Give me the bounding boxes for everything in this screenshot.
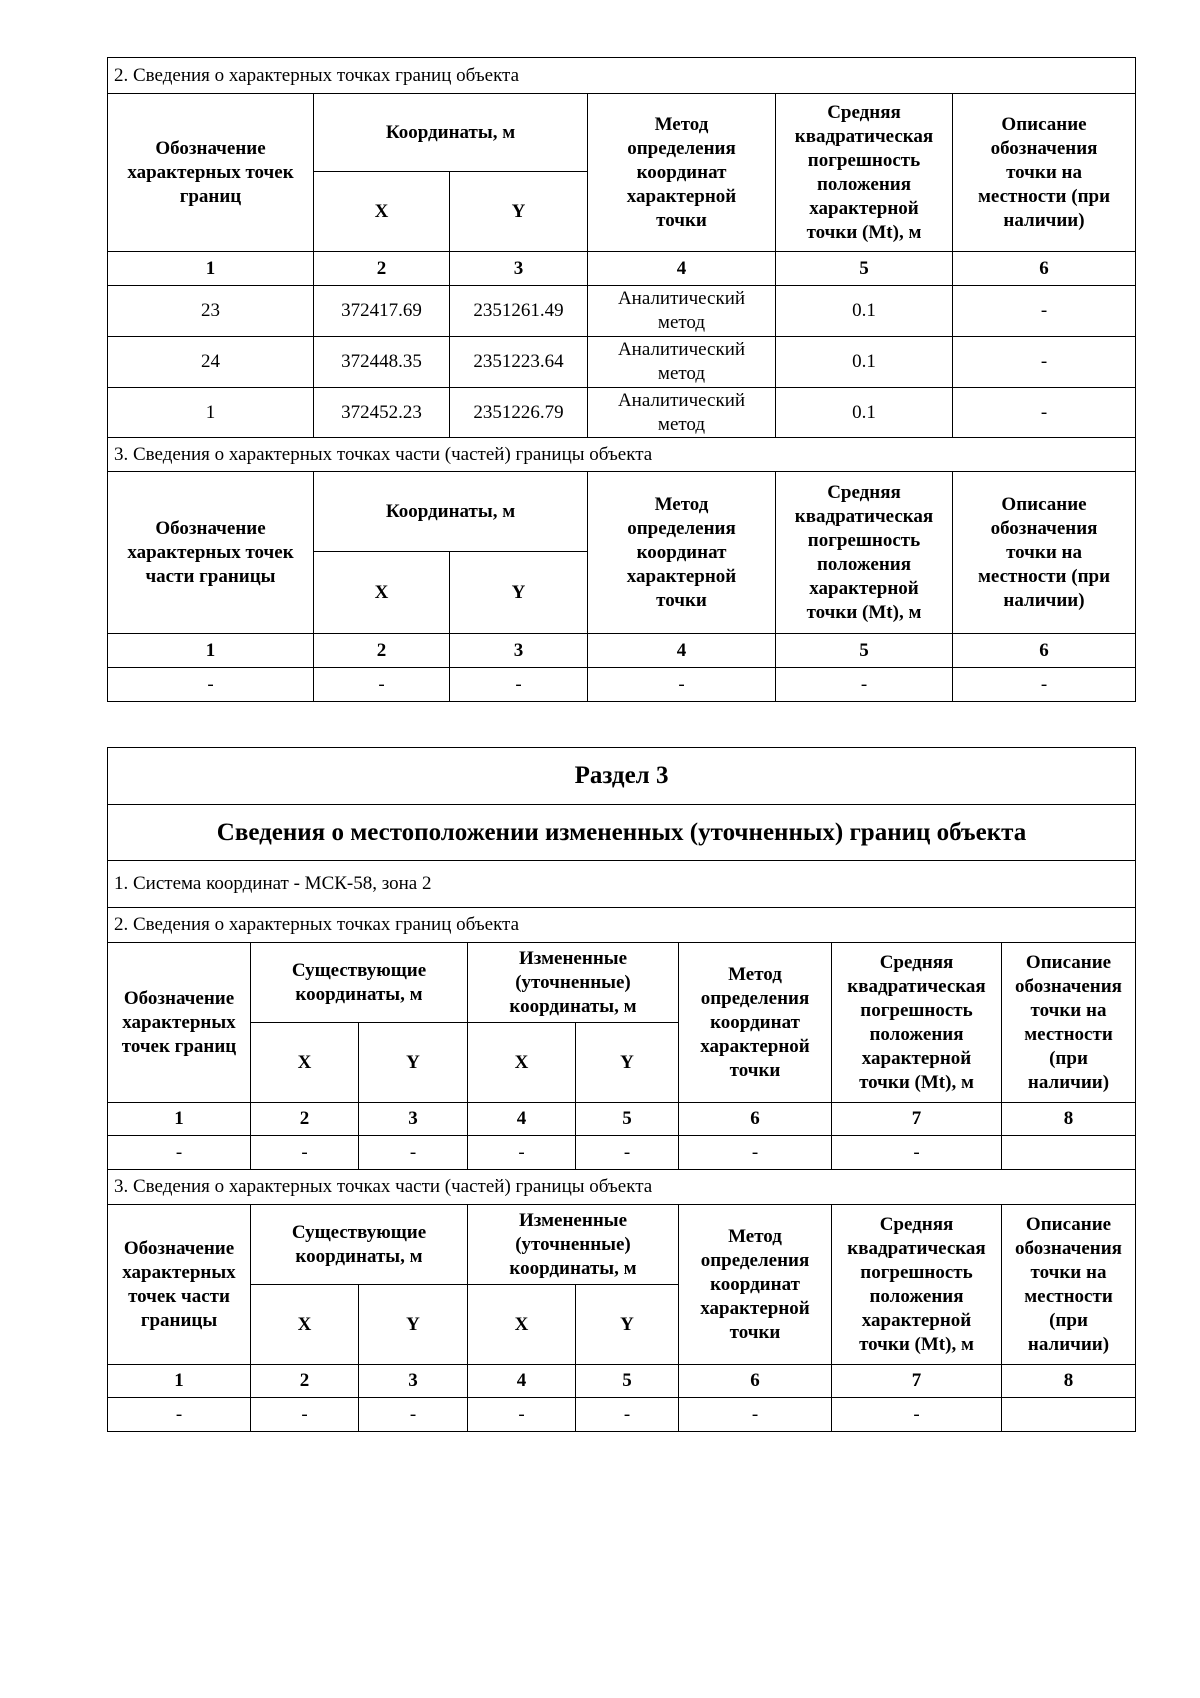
empty-cell: - — [576, 1136, 679, 1170]
table-row — [108, 388, 1136, 438]
section-2-title: 2. Сведения о характерных точках границ объекта — [108, 908, 1136, 943]
header-x: X — [468, 1285, 576, 1365]
coord-y: 2351223.64 — [450, 337, 588, 388]
header-method: Метод определения координат характерной точки — [588, 94, 776, 252]
empty-cell: - — [251, 1136, 359, 1170]
column-number: 1 — [108, 252, 314, 286]
point-id: 23 — [108, 286, 314, 337]
column-number: 2 — [251, 1365, 359, 1398]
empty-cell: - — [679, 1398, 832, 1432]
empty-cell: - — [359, 1136, 468, 1170]
empty-cell: - — [679, 1136, 832, 1170]
header-point-designation: Обозначение характерных точек части границы — [108, 472, 314, 634]
empty-cell: - — [953, 668, 1136, 702]
method: Аналитический метод — [588, 337, 776, 388]
table-row — [108, 1136, 1136, 1170]
header-error: Средняя квадратическая погрешность положения характерной точки (Mt), м — [832, 943, 1002, 1103]
section-3-title: 3. Сведения о характерных точках части (частей) границы объекта — [108, 438, 1136, 472]
column-number: 5 — [576, 1103, 679, 1136]
header-existing-coords: Существующие координаты, м — [251, 1205, 468, 1285]
method: Аналитический метод — [588, 286, 776, 337]
column-number: 1 — [108, 1365, 251, 1398]
empty-cell: - — [314, 668, 450, 702]
column-number: 4 — [468, 1103, 576, 1136]
boundary-points-table — [107, 57, 1136, 702]
column-number: 5 — [776, 252, 953, 286]
point-id: 1 — [108, 388, 314, 438]
coordinate-system: 1. Система координат - МСК-58, зона 2 — [108, 861, 1136, 908]
section-subheading: Сведения о местоположении измененных (уточненных) границ объекта — [108, 805, 1136, 861]
column-number: 4 — [588, 252, 776, 286]
empty-cell: - — [588, 668, 776, 702]
section-2-title: 2. Сведения о характерных точках границ объекта — [108, 58, 1136, 94]
header-y: Y — [359, 1023, 468, 1103]
column-number: 3 — [450, 634, 588, 668]
column-number: 4 — [588, 634, 776, 668]
header-x: X — [314, 172, 450, 252]
header-method: Метод определения координат характерной точки — [588, 472, 776, 634]
empty-cell: - — [108, 668, 314, 702]
method: Аналитический метод — [588, 388, 776, 438]
column-number: 1 — [108, 634, 314, 668]
header-error: Средняя квадратическая погрешность положения характерной точки (Mt), м — [776, 94, 953, 252]
column-number: 6 — [679, 1103, 832, 1136]
table-row — [108, 668, 1136, 702]
column-number: 8 — [1002, 1365, 1136, 1398]
column-number: 5 — [776, 634, 953, 668]
header-method: Метод определения координат характерной точки — [679, 943, 832, 1103]
header-y: Y — [576, 1023, 679, 1103]
coord-x: 372448.35 — [314, 337, 450, 388]
column-number: 1 — [108, 1103, 251, 1136]
header-existing-coords: Существующие координаты, м — [251, 943, 468, 1023]
mt-error: 0.1 — [776, 388, 953, 438]
header-description: Описание обозначения точки на местности (при наличии) — [1002, 943, 1136, 1103]
column-number: 3 — [359, 1365, 468, 1398]
table-row — [108, 1398, 1136, 1432]
empty-cell: - — [108, 1398, 251, 1432]
section-heading: Раздел 3 — [108, 748, 1136, 805]
empty-cell — [1002, 1136, 1136, 1170]
header-error: Средняя квадратическая погрешность положения характерной точки (Mt), м — [832, 1205, 1002, 1365]
column-number: 2 — [314, 634, 450, 668]
header-x: X — [251, 1285, 359, 1365]
empty-cell: - — [576, 1398, 679, 1432]
header-coordinates: Координаты, м — [314, 94, 588, 172]
column-number: 6 — [679, 1365, 832, 1398]
empty-cell: - — [468, 1398, 576, 1432]
header-y: Y — [576, 1285, 679, 1365]
header-method: Метод определения координат характерной точки — [679, 1205, 832, 1365]
description: - — [953, 286, 1136, 337]
header-y: Y — [450, 172, 588, 252]
empty-cell: - — [251, 1398, 359, 1432]
column-number: 5 — [576, 1365, 679, 1398]
point-id: 24 — [108, 337, 314, 388]
header-point-designation: Обозначение характерных точек части границы — [108, 1205, 251, 1365]
header-point-designation: Обозначение характерных точек границ — [108, 94, 314, 252]
empty-cell: - — [468, 1136, 576, 1170]
changed-boundary-table — [107, 747, 1136, 1432]
header-y: Y — [450, 552, 588, 634]
description: - — [953, 337, 1136, 388]
coord-y: 2351226.79 — [450, 388, 588, 438]
empty-cell: - — [776, 668, 953, 702]
header-x: X — [468, 1023, 576, 1103]
coord-x: 372417.69 — [314, 286, 450, 337]
column-number: 6 — [953, 252, 1136, 286]
empty-cell: - — [108, 1136, 251, 1170]
header-point-designation: Обозначение характерных точек границ — [108, 943, 251, 1103]
coord-x: 372452.23 — [314, 388, 450, 438]
empty-cell: - — [832, 1398, 1002, 1432]
empty-cell: - — [832, 1136, 1002, 1170]
header-error: Средняя квадратическая погрешность положения характерной точки (Mt), м — [776, 472, 953, 634]
header-changed-coords: Измененные (уточненные) координаты, м — [468, 943, 679, 1023]
column-number: 7 — [832, 1103, 1002, 1136]
description: - — [953, 388, 1136, 438]
section-3-title: 3. Сведения о характерных точках части (частей) границы объекта — [108, 1170, 1136, 1205]
header-x: X — [251, 1023, 359, 1103]
column-number: 2 — [314, 252, 450, 286]
column-number: 3 — [450, 252, 588, 286]
column-number: 2 — [251, 1103, 359, 1136]
empty-cell: - — [359, 1398, 468, 1432]
table-row — [108, 286, 1136, 337]
column-number: 3 — [359, 1103, 468, 1136]
header-coordinates: Координаты, м — [314, 472, 588, 552]
mt-error: 0.1 — [776, 286, 953, 337]
header-description: Описание обозначения точки на местности (при наличии) — [1002, 1205, 1136, 1365]
column-number: 8 — [1002, 1103, 1136, 1136]
column-number: 4 — [468, 1365, 576, 1398]
column-number: 7 — [832, 1365, 1002, 1398]
header-y: Y — [359, 1285, 468, 1365]
table-row — [108, 337, 1136, 388]
coord-y: 2351261.49 — [450, 286, 588, 337]
empty-cell: - — [450, 668, 588, 702]
header-changed-coords: Измененные (уточненные) координаты, м — [468, 1205, 679, 1285]
header-x: X — [314, 552, 450, 634]
mt-error: 0.1 — [776, 337, 953, 388]
column-number: 6 — [953, 634, 1136, 668]
empty-cell — [1002, 1398, 1136, 1432]
header-description: Описание обозначения точки на местности (при наличии) — [953, 472, 1136, 634]
header-description: Описание обозначения точки на местности (при наличии) — [953, 94, 1136, 252]
